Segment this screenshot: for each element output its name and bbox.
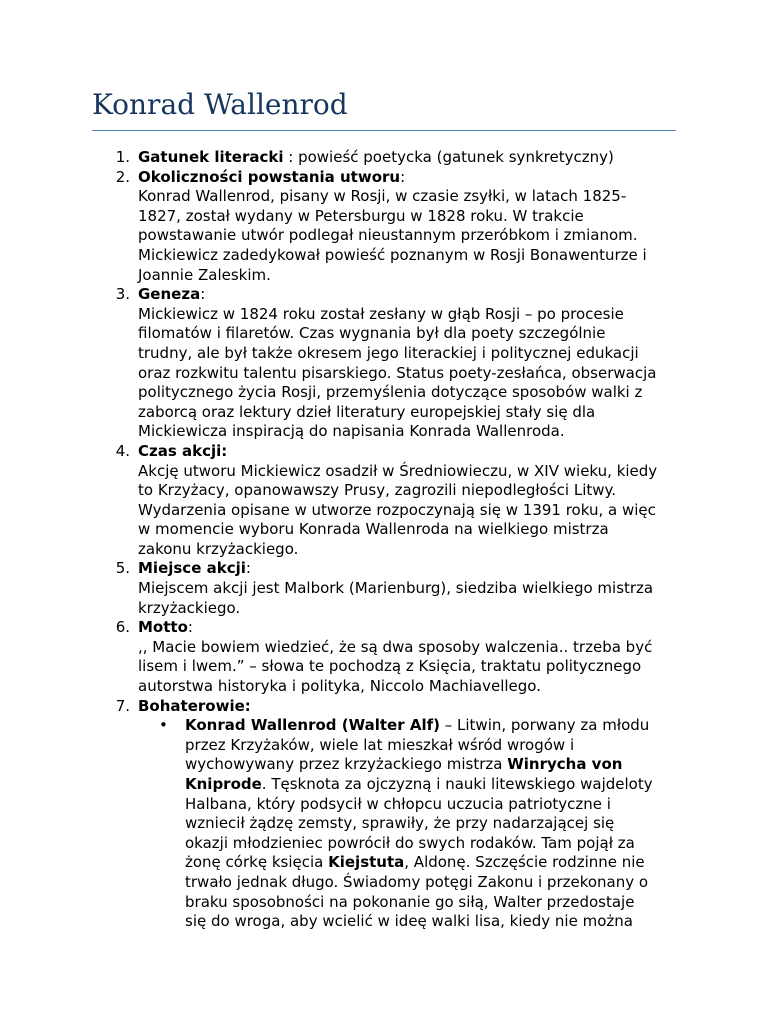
text-line: Wydarzenia opisane w utworze rozpoczynają się w 1391 roku, a więc bbox=[138, 500, 656, 519]
text-line: powstawanie utwór podlegał nieustannym przeróbkom i zmianom. bbox=[138, 226, 638, 245]
list-item-characters bbox=[92, 697, 676, 932]
character-name: Winrycha von bbox=[507, 755, 623, 774]
text-fragment: , Aldonę. Szczęście rodzinne nie bbox=[404, 853, 645, 872]
list-item-circumstances bbox=[92, 168, 676, 286]
text-line: oraz rozkwitu talentu pisarskiego. Status poety-zesłańca, obserwacja bbox=[138, 363, 657, 382]
numbered-list bbox=[92, 148, 676, 932]
text-line: zaborcą oraz lektury dzieł literatury europejskiej stały się dla bbox=[138, 402, 596, 421]
text-line: 1827, został wydany w Petersburgu w 1828 roku. W trakcie bbox=[138, 206, 584, 225]
text-line: Halbana, który podsycił w chłopcu uczucia patriotyczne i bbox=[185, 794, 611, 813]
text-line: autorstwa historyka i polityka, Niccolo Machiavellego. bbox=[138, 677, 541, 696]
text-line: Miejscem akcji jest Malbork (Marienburg), siedziba wielkiego mistrza bbox=[138, 579, 654, 598]
item-text: powieść poetycka (gatunek synkretyczny) bbox=[298, 148, 614, 166]
item-separator: : bbox=[200, 285, 206, 304]
text-line: Joannie Zaleskim. bbox=[138, 265, 271, 284]
text-line: przez Krzyżaków, wiele lat mieszkał wśród wrogów i bbox=[185, 735, 575, 754]
text-line: się do wroga, aby wcielić w ideę walki lisa, kiedy nie można bbox=[185, 912, 633, 931]
text-line: Mickiewicza inspiracją do napisania Konrada Wallenroda. bbox=[138, 422, 565, 441]
text-line: braku sposobności na pokonanie go siłą, Walter przedostaje bbox=[185, 892, 635, 911]
bullet-list bbox=[138, 716, 676, 932]
text-line: trwało jednak długo. Świadomy potęgi Zakonu i przekonany o bbox=[185, 872, 649, 891]
title-underline bbox=[92, 130, 676, 131]
list-number: 4. bbox=[115, 441, 130, 460]
list-number: 5. bbox=[115, 559, 130, 578]
text-line: Akcję utworu Mickiewicz osadził w Średniowieczu, w XIV wieku, kiedy bbox=[138, 461, 658, 480]
bullet-icon: • bbox=[159, 716, 168, 735]
item-heading: Gatunek literacki bbox=[138, 148, 284, 166]
list-item-time bbox=[92, 442, 676, 560]
text-line: wzniecił żądzę zemsty, sprawiły, że przy nadarzającej się bbox=[185, 814, 615, 833]
text-line: filomatów i filaretów. Czas wygnania był dla poety szczególnie bbox=[138, 324, 606, 343]
list-item-motto bbox=[92, 618, 676, 696]
list-number: 1. bbox=[115, 148, 130, 166]
document-title: Konrad Wallenrod bbox=[92, 88, 348, 121]
text-line: okazji młodzieniec powrócił do swych rodaków. Tam pojął za bbox=[185, 833, 635, 852]
text-line: krzyżackiego. bbox=[138, 598, 241, 617]
text-fragment: żonę córkę księcia bbox=[185, 853, 329, 872]
item-heading: Motto bbox=[138, 618, 188, 637]
item-heading: Geneza bbox=[138, 285, 201, 304]
text-fragment: . Tęsknota za ojczyzną i nauki litewskiego wajdeloty bbox=[261, 775, 653, 793]
item-heading: Miejsce akcji bbox=[138, 559, 246, 578]
text-line: ,, Macie bowiem wiedzieć, że są dwa sposoby walczenia.. trzeba być bbox=[138, 637, 653, 656]
list-number: 3. bbox=[115, 285, 130, 304]
list-number: 6. bbox=[115, 618, 130, 637]
list-item-genre bbox=[92, 148, 676, 168]
item-separator: : bbox=[283, 148, 299, 166]
item-heading: Czas akcji: bbox=[138, 441, 228, 460]
item-separator: : bbox=[187, 618, 193, 637]
text-line: Mickiewicz w 1824 roku został zesłany w głąb Rosji – po procesie bbox=[138, 304, 624, 323]
list-item-genesis bbox=[92, 285, 676, 442]
item-heading: Okoliczności powstania utworu bbox=[138, 167, 401, 186]
text-line: Konrad Wallenrod, pisany w Rosji, w czasie zsyłki, w latach 1825- bbox=[138, 187, 627, 206]
text-line: to Krzyżacy, opanowawszy Prusy, zagrozili niepodległości Litwy. bbox=[138, 481, 617, 500]
text-line: politycznego życia Rosji, przemyślenia dotyczące sposobów walki z bbox=[138, 383, 643, 402]
list-item-place bbox=[92, 559, 676, 618]
item-heading: Bohaterowie: bbox=[138, 696, 251, 715]
document-page bbox=[92, 86, 676, 932]
item-separator: : bbox=[400, 167, 406, 186]
text-line: Mickiewicz zadedykował powieść poznanym w Rosji Bonawenturze i bbox=[138, 245, 647, 264]
text-line: w momencie wyboru Konrada Wallenroda na wielkiego mistrza bbox=[138, 520, 609, 539]
character-name: Kiejstuta bbox=[328, 853, 405, 872]
text-line: trudny, ale był także okresem jego literackiej i politycznej edukacji bbox=[138, 343, 639, 362]
list-number: 7. bbox=[115, 696, 130, 715]
text-line: zakonu krzyżackiego. bbox=[138, 539, 299, 558]
text-line: lisem i lwem.” – słowa te pochodzą z Księcia, traktatu politycznego bbox=[138, 657, 642, 676]
text-fragment: wychowywany przez krzyżackiego mistrza bbox=[185, 755, 508, 774]
character-name: Konrad Wallenrod (Walter Alf) bbox=[185, 716, 440, 735]
text-fragment: – Litwin, porwany za młodu bbox=[439, 716, 650, 735]
character-name: Kniprode bbox=[185, 775, 262, 793]
bullet-item-konrad bbox=[138, 716, 676, 932]
list-number: 2. bbox=[115, 167, 130, 186]
item-separator: : bbox=[245, 559, 251, 578]
